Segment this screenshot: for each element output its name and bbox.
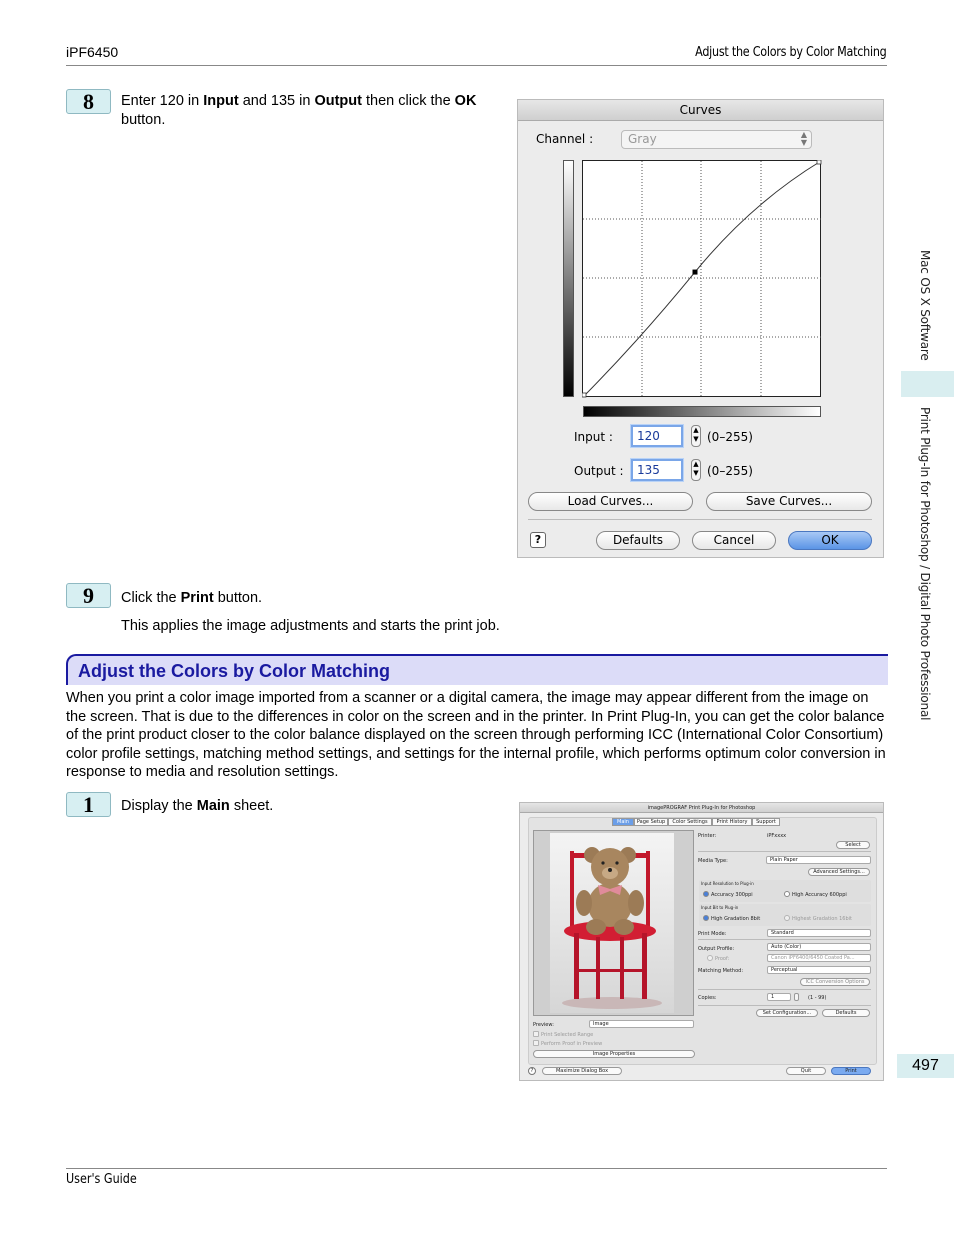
select-button[interactable]: Select [836,841,870,849]
footer-divider [66,1168,887,1169]
sidebar-subchapter: Print Plug-In for Photoshop / Digital Photo Professional [918,407,932,721]
gradation-8bit-label: High Gradation 8bit [711,916,761,922]
plugin-dialog [519,802,884,1081]
preview-select[interactable]: Image [589,1020,694,1028]
proof-preview-checkbox[interactable] [533,1040,539,1046]
tab-page-setup[interactable]: Page Setup [634,818,668,826]
dialog-divider [528,519,872,520]
tab-print-history[interactable]: Print History [712,818,752,826]
plugin-dialog-title: imagePROGRAF Print Plug-In for Photoshop [520,803,883,813]
step-number-9: 9 [66,583,111,608]
tab-support[interactable]: Support [752,818,780,826]
accuracy-300-radio[interactable] [703,891,709,897]
image-properties-button[interactable]: Image Properties [533,1050,695,1058]
input-range: (0–255) [707,430,753,444]
proof-label: Proof: [715,956,730,962]
printer-value: iPFxxxx [767,833,787,839]
proof-preview-label: Perform Proof in Preview [541,1041,603,1047]
print-button[interactable]: Print [831,1067,871,1075]
cancel-button[interactable]: Cancel [692,531,776,550]
divider [698,851,871,852]
accuracy-600-label: High Accuracy 600ppi [792,892,847,898]
maximize-dialog-button[interactable]: Maximize Dialog Box [542,1067,622,1075]
input-bit-label: Input Bit to Plug-in [701,905,739,910]
gradation-16bit-radio[interactable] [784,915,790,921]
step-9-note: This applies the image adjustments and starts the print job. [121,618,500,634]
advanced-settings-button[interactable]: Advanced Settings... [808,868,870,876]
gradation-16bit-label: Highest Gradation 16bit [792,916,853,922]
output-profile-label: Output Profile: [698,946,735,952]
question-icon[interactable]: ? [528,1067,536,1075]
curves-dialog [517,99,884,558]
output-profile-select[interactable]: Auto (Color) [767,943,871,951]
step-9-text: Click the Print button. [121,590,263,606]
section-title: Adjust the Colors by Color Matching [66,654,888,685]
header-product: iPF6450 [66,44,119,60]
output-range: (0–255) [707,464,753,478]
output-label: Output : [574,464,624,478]
step-8-text: Enter 120 in Input and 135 in Output then click the OK button. [121,93,477,128]
matching-method-label: Matching Method: [698,968,744,974]
footer-guide: User's Guide [66,1172,137,1187]
input-stepper[interactable]: ▲ ▼ [691,425,701,447]
quit-button[interactable]: Quit [786,1067,826,1075]
print-mode-label: Print Mode: [698,931,727,937]
output-stepper[interactable]: ▲ ▼ [691,459,701,481]
input-field[interactable]: 120 [631,425,683,447]
input-gradient-bar [583,406,821,417]
gradation-8bit-radio[interactable] [703,915,709,921]
print-range-label: Print Selected Range [541,1032,594,1038]
tab-main[interactable]: Main [612,818,634,826]
accuracy-300-label: Accuracy 300ppi [711,892,753,898]
divider [698,939,871,940]
header-section: Adjust the Colors by Color Matching [695,45,887,60]
ok-button[interactable]: OK [788,531,872,550]
print-mode-select[interactable]: Standard [767,929,871,937]
channel-label: Channel : [536,132,594,146]
copies-range: (1 - 99) [808,995,827,1001]
print-range-checkbox[interactable] [533,1031,539,1037]
output-field[interactable]: 135 [631,459,683,481]
copies-label: Copies: [698,995,717,1001]
copies-field[interactable]: 1 [767,993,791,1001]
output-gradient-bar [563,160,574,397]
proof-select[interactable]: Canon iPF6400/6450 Coated Pa... [767,954,871,962]
teddy-bear-photo [550,833,674,1013]
step-number-1: 1 [66,792,111,817]
matching-method-select[interactable]: Perceptual [767,966,871,974]
input-label: Input : [574,430,613,444]
channel-value: Gray [628,132,657,146]
divider [698,989,871,990]
save-curves-button[interactable]: Save Curves... [706,492,872,511]
proof-checkbox[interactable] [707,955,713,961]
updown-icon: ▲ ▼ [800,130,807,147]
accuracy-600-radio[interactable] [784,891,790,897]
curve-graph[interactable] [582,160,822,398]
input-resolution-label: Input Resolution to Plug-in [701,881,754,886]
defaults-button[interactable]: Defaults [596,531,680,550]
step-1-text: Display the Main sheet. [121,798,274,814]
copies-stepper[interactable] [794,993,799,1001]
curves-dialog-title: Curves [518,100,883,121]
header-divider [66,65,887,66]
plugin-defaults-button[interactable]: Defaults [822,1009,870,1017]
sidebar-chapter: Mac OS X Software [918,250,932,361]
page-number: 497 [897,1054,954,1078]
channel-select[interactable] [621,130,812,149]
load-curves-button[interactable]: Load Curves... [528,492,693,511]
media-type-select[interactable]: Plain Paper [766,856,871,864]
icc-conversion-button[interactable]: ICC Conversion Options [800,978,870,986]
step-number-8: 8 [66,89,111,114]
media-type-label: Media Type: [698,858,728,864]
sidebar-tab [901,371,954,397]
section-body: When you print a color image imported from a scanner or a digital camera, the image may appear different from the image on the screen. That is due to the differences in color on the screen and in the printer. In Print Plug-In, you can get the color balance of the print product closer to the color balance displayed on the screen through performing ICC (International Color Consortium) color profile settings, matching method settings, and settings for the internal profile, which performs optimum color conversion in response to media and resolution settings. [66,690,886,781]
preview-label: Preview: [533,1022,554,1028]
plugin-tabs [612,818,780,826]
printer-label: Printer: [698,833,717,839]
divider [698,1005,871,1006]
set-configuration-button[interactable]: Set Configuration... [756,1009,818,1017]
tab-color-settings[interactable]: Color Settings [668,818,712,826]
question-icon[interactable]: ? [530,532,546,548]
